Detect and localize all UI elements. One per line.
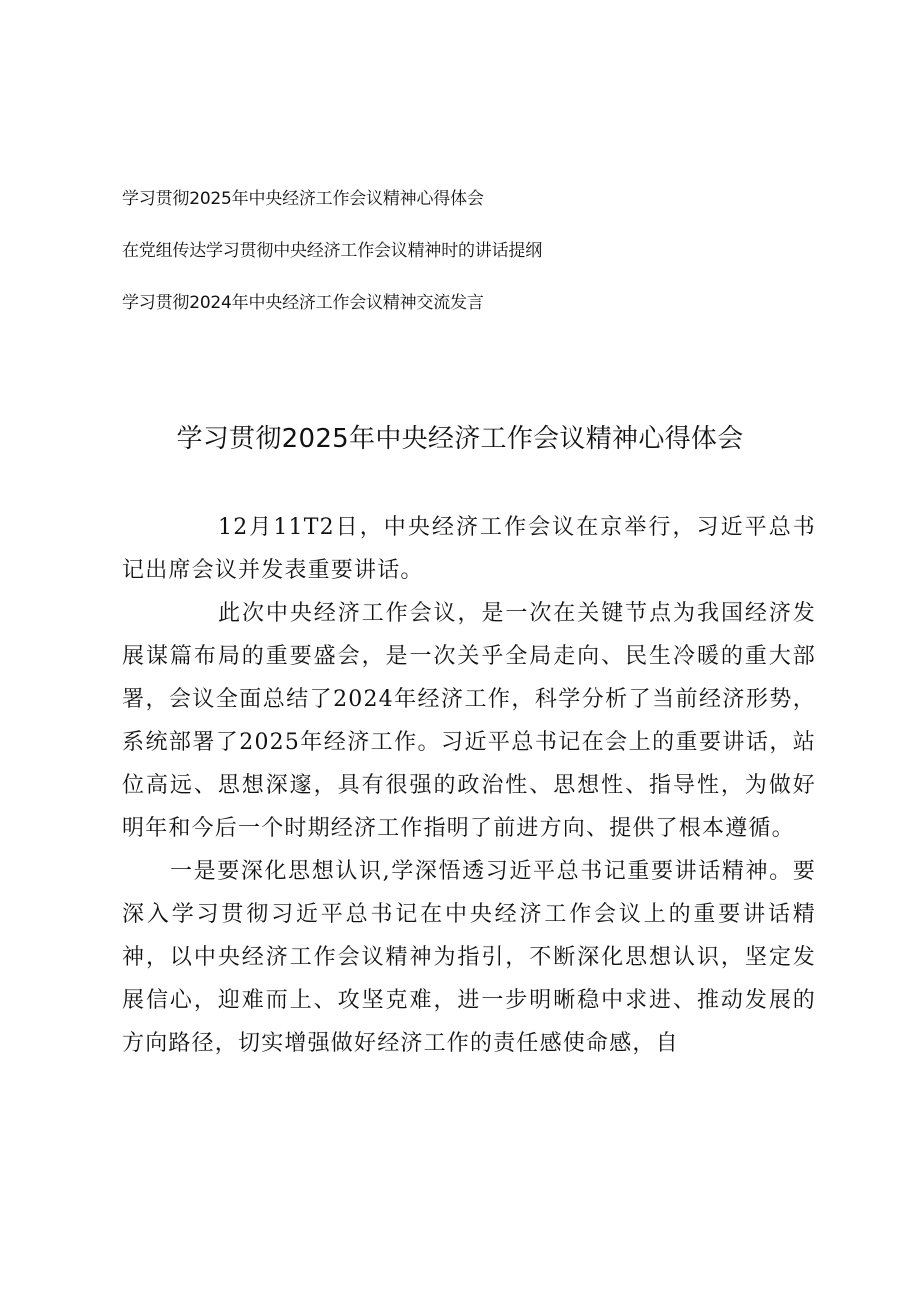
- related-articles-list: [122, 186, 822, 342]
- document-title: 学习贯彻2025年中央经济工作会议精神心得体会: [176, 424, 744, 454]
- document-body: [122, 506, 816, 1065]
- related-article-link[interactable]: 在党组传达学习贯彻中央经济工作会议精神时的讲话提纲: [122, 241, 542, 261]
- body-paragraph: 此次中央经济工作会议，是一次在关键节点为我国经济发展谋篇布局的重要盛会，是一次关乎全局走向、民生冷暖的重大部署，会议全面总结了2024年经济工作，科学分析了当前经济形势，系统部署了2025年经济工作。习近平总书记在会上的重要讲话，站位高远、思想深邃，具有很强的政治性、思想性、指导性，为做好明年和今后一个时期经济工作指明了前进方向、提供了根本遵循。: [122, 601, 816, 841]
- body-paragraph: 一是要深化思想认识,学深悟透习近平总书记重要讲话精神。要深入学习贯彻习近平总书记在中央经济工作会议上的重要讲话精神，以中央经济工作会议精神为指引，不断深化思想认识，坚定发展信心，迎难而上、攻坚克难，进一步明晰稳中求进、推动发展的方向路径，切实增强做好经济工作的责任感使命感，自: [122, 859, 816, 1056]
- related-article-link[interactable]: 学习贯彻2025年中央经济工作会议精神心得体会: [122, 189, 484, 209]
- related-article-link[interactable]: 学习贯彻2024年中央经济工作会议精神交流发言: [122, 293, 484, 313]
- body-paragraph: 12月11T2日，中央经济工作会议在京举行，习近平总书记出席会议并发表重要讲话。: [122, 515, 816, 583]
